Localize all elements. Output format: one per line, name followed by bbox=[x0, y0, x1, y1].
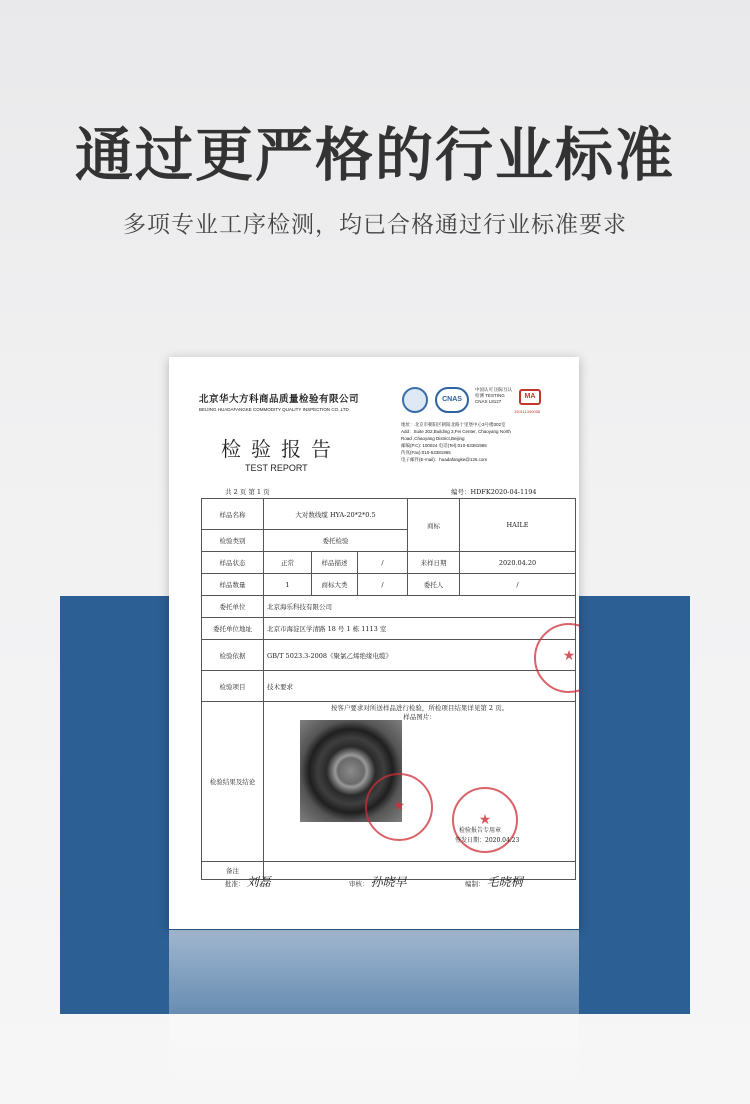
address-line: Add：Suite 302,Building 3,Fei Center, Chaoyang North bbox=[401, 429, 511, 434]
test-report-document bbox=[169, 357, 579, 929]
table-value bbox=[264, 862, 576, 880]
table-value: / bbox=[358, 552, 408, 574]
review-block bbox=[349, 873, 407, 890]
cma-logo-icon: MA bbox=[519, 389, 541, 405]
sign-date: 签发日期：2020.04.23 bbox=[455, 837, 520, 844]
table-value: 技术要求 bbox=[264, 671, 576, 702]
table-value: 2020.04.20 bbox=[460, 552, 576, 574]
org-name-cn: 北京华大方科商品质量检验有限公司 bbox=[199, 394, 360, 405]
red-seal-stamp-icon: ★ bbox=[452, 787, 518, 853]
review-label: 审核： bbox=[349, 880, 369, 888]
page-subheadline: 多项专业工序检测，均已合格通过行业标准要求 bbox=[123, 212, 627, 238]
table-label: 样品状态 bbox=[202, 552, 264, 574]
review-signature: 孙晓早 bbox=[370, 875, 407, 889]
ilac-mra-logo-icon bbox=[402, 387, 428, 413]
cma-number: 150111340058 bbox=[514, 409, 541, 414]
result-text: 按客户要求对所送样品进行检验，所检项目结果详见第 2 页。 bbox=[330, 704, 509, 712]
address-line: 电子邮件(E-mail)：huadafangke@126.com bbox=[401, 457, 488, 462]
page-headline: 通过更严格的行业标准 bbox=[74, 121, 675, 189]
table-row bbox=[202, 552, 576, 574]
table-label: 委托单位 bbox=[202, 596, 264, 618]
prepare-signature: 毛晓桐 bbox=[486, 875, 523, 889]
document-reflection bbox=[169, 930, 579, 1104]
table-row bbox=[202, 618, 576, 640]
address-line: 地址：北京市朝阳区朝阳北路十里堡中心3号楼302室 bbox=[401, 422, 506, 427]
address-line: 传真(Fax):010-53381965 bbox=[401, 450, 451, 455]
table-label: 样品描述 bbox=[312, 552, 358, 574]
table-row bbox=[202, 574, 576, 596]
table-label: 检验类别 bbox=[202, 530, 264, 552]
page-info: 共 2 页 第 1 页 bbox=[225, 488, 270, 496]
approve-label: 批准： bbox=[225, 880, 245, 888]
table-label: 检验项目 bbox=[202, 671, 264, 702]
table-row bbox=[202, 499, 576, 530]
table-value: 委托检验 bbox=[264, 530, 408, 552]
prepare-block bbox=[465, 873, 523, 890]
table-value: GB/T 5023.3-2008《聚氯乙烯绝缘电缆》 bbox=[264, 640, 576, 671]
report-title-cn: 检验报告 bbox=[221, 437, 341, 461]
table-row bbox=[202, 596, 576, 618]
table-value: 正常 bbox=[264, 552, 312, 574]
table-label: 来样日期 bbox=[408, 552, 460, 574]
table-value: 北京市海淀区学清路 18 号 1 栋 1113 室 bbox=[264, 618, 576, 640]
cnas-accreditation-text: 中国认可 国际互认 检测 TESTING CNAS L8127 bbox=[475, 387, 513, 404]
table-label: 检验依据 bbox=[202, 640, 264, 671]
prepare-label: 编制： bbox=[465, 880, 485, 888]
red-seal-stamp-icon: ★ bbox=[534, 623, 579, 693]
result-photo-label: 样品图片： bbox=[403, 713, 436, 721]
table-value: / bbox=[358, 574, 408, 596]
address-line: Road ,Chaoyang District,Beijing bbox=[401, 436, 465, 441]
table-value: 1 bbox=[264, 574, 312, 596]
table-value: 北京海乐科技有限公司 bbox=[264, 596, 576, 618]
report-title-en: TEST REPORT bbox=[245, 463, 308, 473]
address-line: 邮编(P.C): 100024 电话(Tel):010-53381965 bbox=[401, 443, 487, 448]
table-label: 商标大类 bbox=[312, 574, 358, 596]
table-label: 委托单位地址 bbox=[202, 618, 264, 640]
cnas-logo-icon: CNAS bbox=[435, 387, 469, 413]
table-row bbox=[202, 671, 576, 702]
approve-signature: 刘磊 bbox=[246, 875, 271, 889]
lab-address-block bbox=[401, 421, 571, 463]
table-value: / bbox=[460, 574, 576, 596]
table-label: 商标 bbox=[408, 499, 460, 552]
table-label: 检验结果及结论 bbox=[202, 702, 264, 862]
report-number: 编号：HDFK2020-04-1194 bbox=[451, 488, 537, 496]
table-label: 委托人 bbox=[408, 574, 460, 596]
red-seal-stamp-icon: ★ bbox=[365, 773, 433, 841]
org-name-en: BEIJING HUADAFANGKE COMMODITY QUALITY INSPECTION CO.,LTD bbox=[199, 407, 349, 412]
table-value: HAILE bbox=[460, 499, 576, 552]
table-row bbox=[202, 640, 576, 671]
table-label: 备注 bbox=[202, 862, 264, 880]
seal-text: 检验报告专用章 bbox=[459, 827, 502, 834]
table-value: 大对数线缆 HYA-20*2*0.5 bbox=[264, 499, 408, 530]
table-label: 样品数量 bbox=[202, 574, 264, 596]
table-label: 样品名称 bbox=[202, 499, 264, 530]
approve-block bbox=[225, 873, 271, 890]
